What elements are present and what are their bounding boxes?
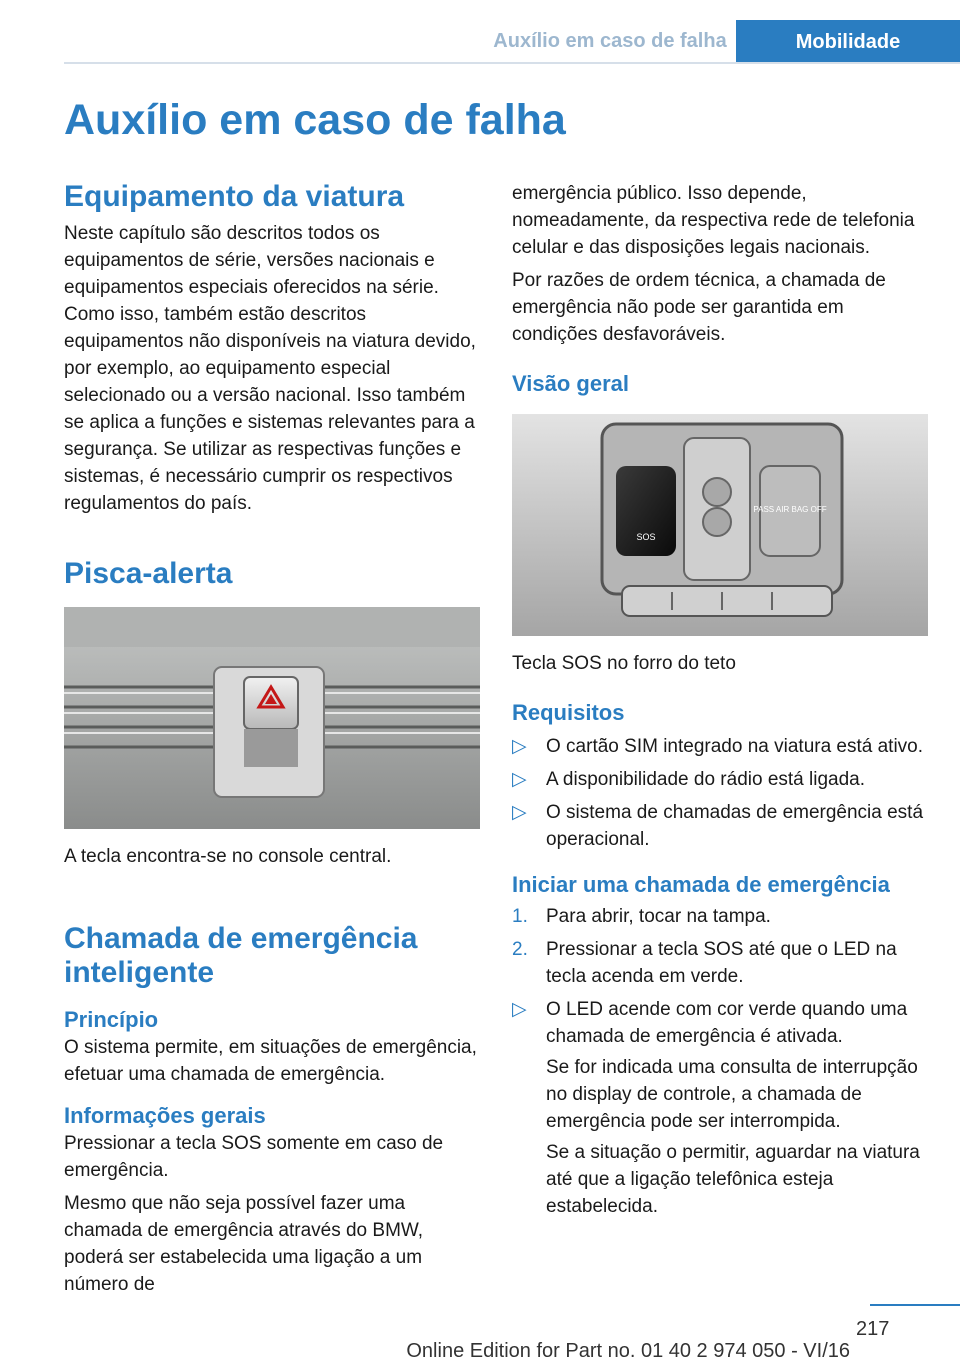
step-number: 1.	[512, 906, 528, 927]
list-item: ▷ A disponibilidade do rádio está ligada.	[512, 766, 930, 793]
footer-rule	[870, 1304, 960, 1306]
sos-button-photo	[512, 414, 928, 636]
principle-heading: Princípio	[64, 1007, 159, 1032]
equipment-heading: Equipamento da viatura	[64, 180, 405, 213]
hazard-heading: Pisca-alerta	[64, 557, 233, 590]
steps-list	[512, 903, 930, 990]
left-column	[64, 180, 482, 1298]
led-subtext-1: Se for indicada uma consulta de interrupção no display de controle, a chamada de emergência pode ser interrompida.	[546, 1057, 918, 1132]
general-info-text-1: Pressionar a tecla SOS somente em caso de emergência.	[64, 1133, 444, 1181]
triangle-bullet-icon: ▷	[512, 999, 527, 1020]
edition-footer: Online Edition for Part no. 01 40 2 974 050 - VI/16	[406, 1340, 850, 1362]
header-rule	[64, 62, 960, 64]
sos-label: SOS	[636, 532, 656, 542]
led-subtext-2: Se a situação o permitir, aguardar na viatura até que a ligação telefônica esteja estabelecida.	[546, 1142, 920, 1217]
page-title: Auxílio em caso de falha	[64, 96, 566, 144]
general-info-heading: Informações gerais	[64, 1103, 266, 1128]
triangle-bullet-icon: ▷	[512, 736, 527, 757]
header-tab-mobilidade: Mobilidade	[736, 20, 960, 62]
overview-heading: Visão geral	[512, 371, 629, 396]
hazard-button-photo	[64, 607, 480, 829]
step-item: 1. Para abrir, tocar na tampa.	[512, 903, 930, 930]
page-number: 217	[856, 1318, 890, 1340]
list-item: ▷ O LED acende com cor verde quando uma chamada de emergência é ativada. Se for indicada uma consulta de interrupção no display de controle, a chamada de emergência pode ser interrompida. Se a situação o permitir, aguardar na viatura até que a ligação telefônica esteja estabelecida.	[512, 996, 930, 1220]
step-item: 2. Pressionar a tecla SOS até que o LED na tecla acenda em verde.	[512, 936, 930, 990]
initiate-call-heading: Iniciar uma chamada de emergência	[512, 872, 890, 897]
hazard-caption: A tecla encontra-se no console central.	[64, 846, 392, 867]
step-number: 2.	[512, 939, 528, 960]
technical-reasons-text: Por razões de ordem técnica, a chamada de emergência não pode ser garantida em condições desfavoráveis.	[512, 270, 886, 345]
requirements-heading: Requisitos	[512, 700, 625, 725]
general-info-text-2: Mesmo que não seja possível fazer uma chamada de emergência através do BMW, poderá ser estabelecida uma ligação a um número de	[64, 1193, 424, 1295]
continued-text: emergência público. Isso depende, nomeadamente, da respectiva rede de telefonia celular e das disposições legais nacionais.	[512, 183, 915, 258]
list-item: ▷ O sistema de chamadas de emergência está operacional.	[512, 799, 930, 853]
led-list	[512, 996, 930, 1220]
principle-text: O sistema permite, em situações de emergência, efetuar uma chamada de emergência.	[64, 1037, 477, 1085]
triangle-bullet-icon: ▷	[512, 769, 527, 790]
sos-caption: Tecla SOS no forro do teto	[512, 653, 736, 674]
right-column	[512, 180, 930, 1226]
smart-call-heading: Chamada de emergência inteligente	[64, 922, 418, 989]
equipment-text: Neste capítulo são descritos todos os equipamentos de série, versões nacionais e equipamentos especiais oferecidos na série. Como isso, também estão descritos equipamentos não disponíveis na viatura devido, por exemplo, ao equipamento especial selecionado ou a versão nacional. Isso também se aplica a funções e sistemas relevantes para a segurança. Se utilizar as respectivas funções e sistemas, é necessário cumprir os respectivos regulamentos do país.	[64, 223, 476, 514]
triangle-bullet-icon: ▷	[512, 802, 527, 823]
list-item: ▷ O cartão SIM integrado na viatura está ativo.	[512, 733, 930, 760]
requirements-list	[512, 733, 930, 853]
airbag-label: PASS AIR BAG OFF	[753, 505, 827, 514]
header-section-title: Auxílio em caso de falha	[493, 30, 727, 52]
